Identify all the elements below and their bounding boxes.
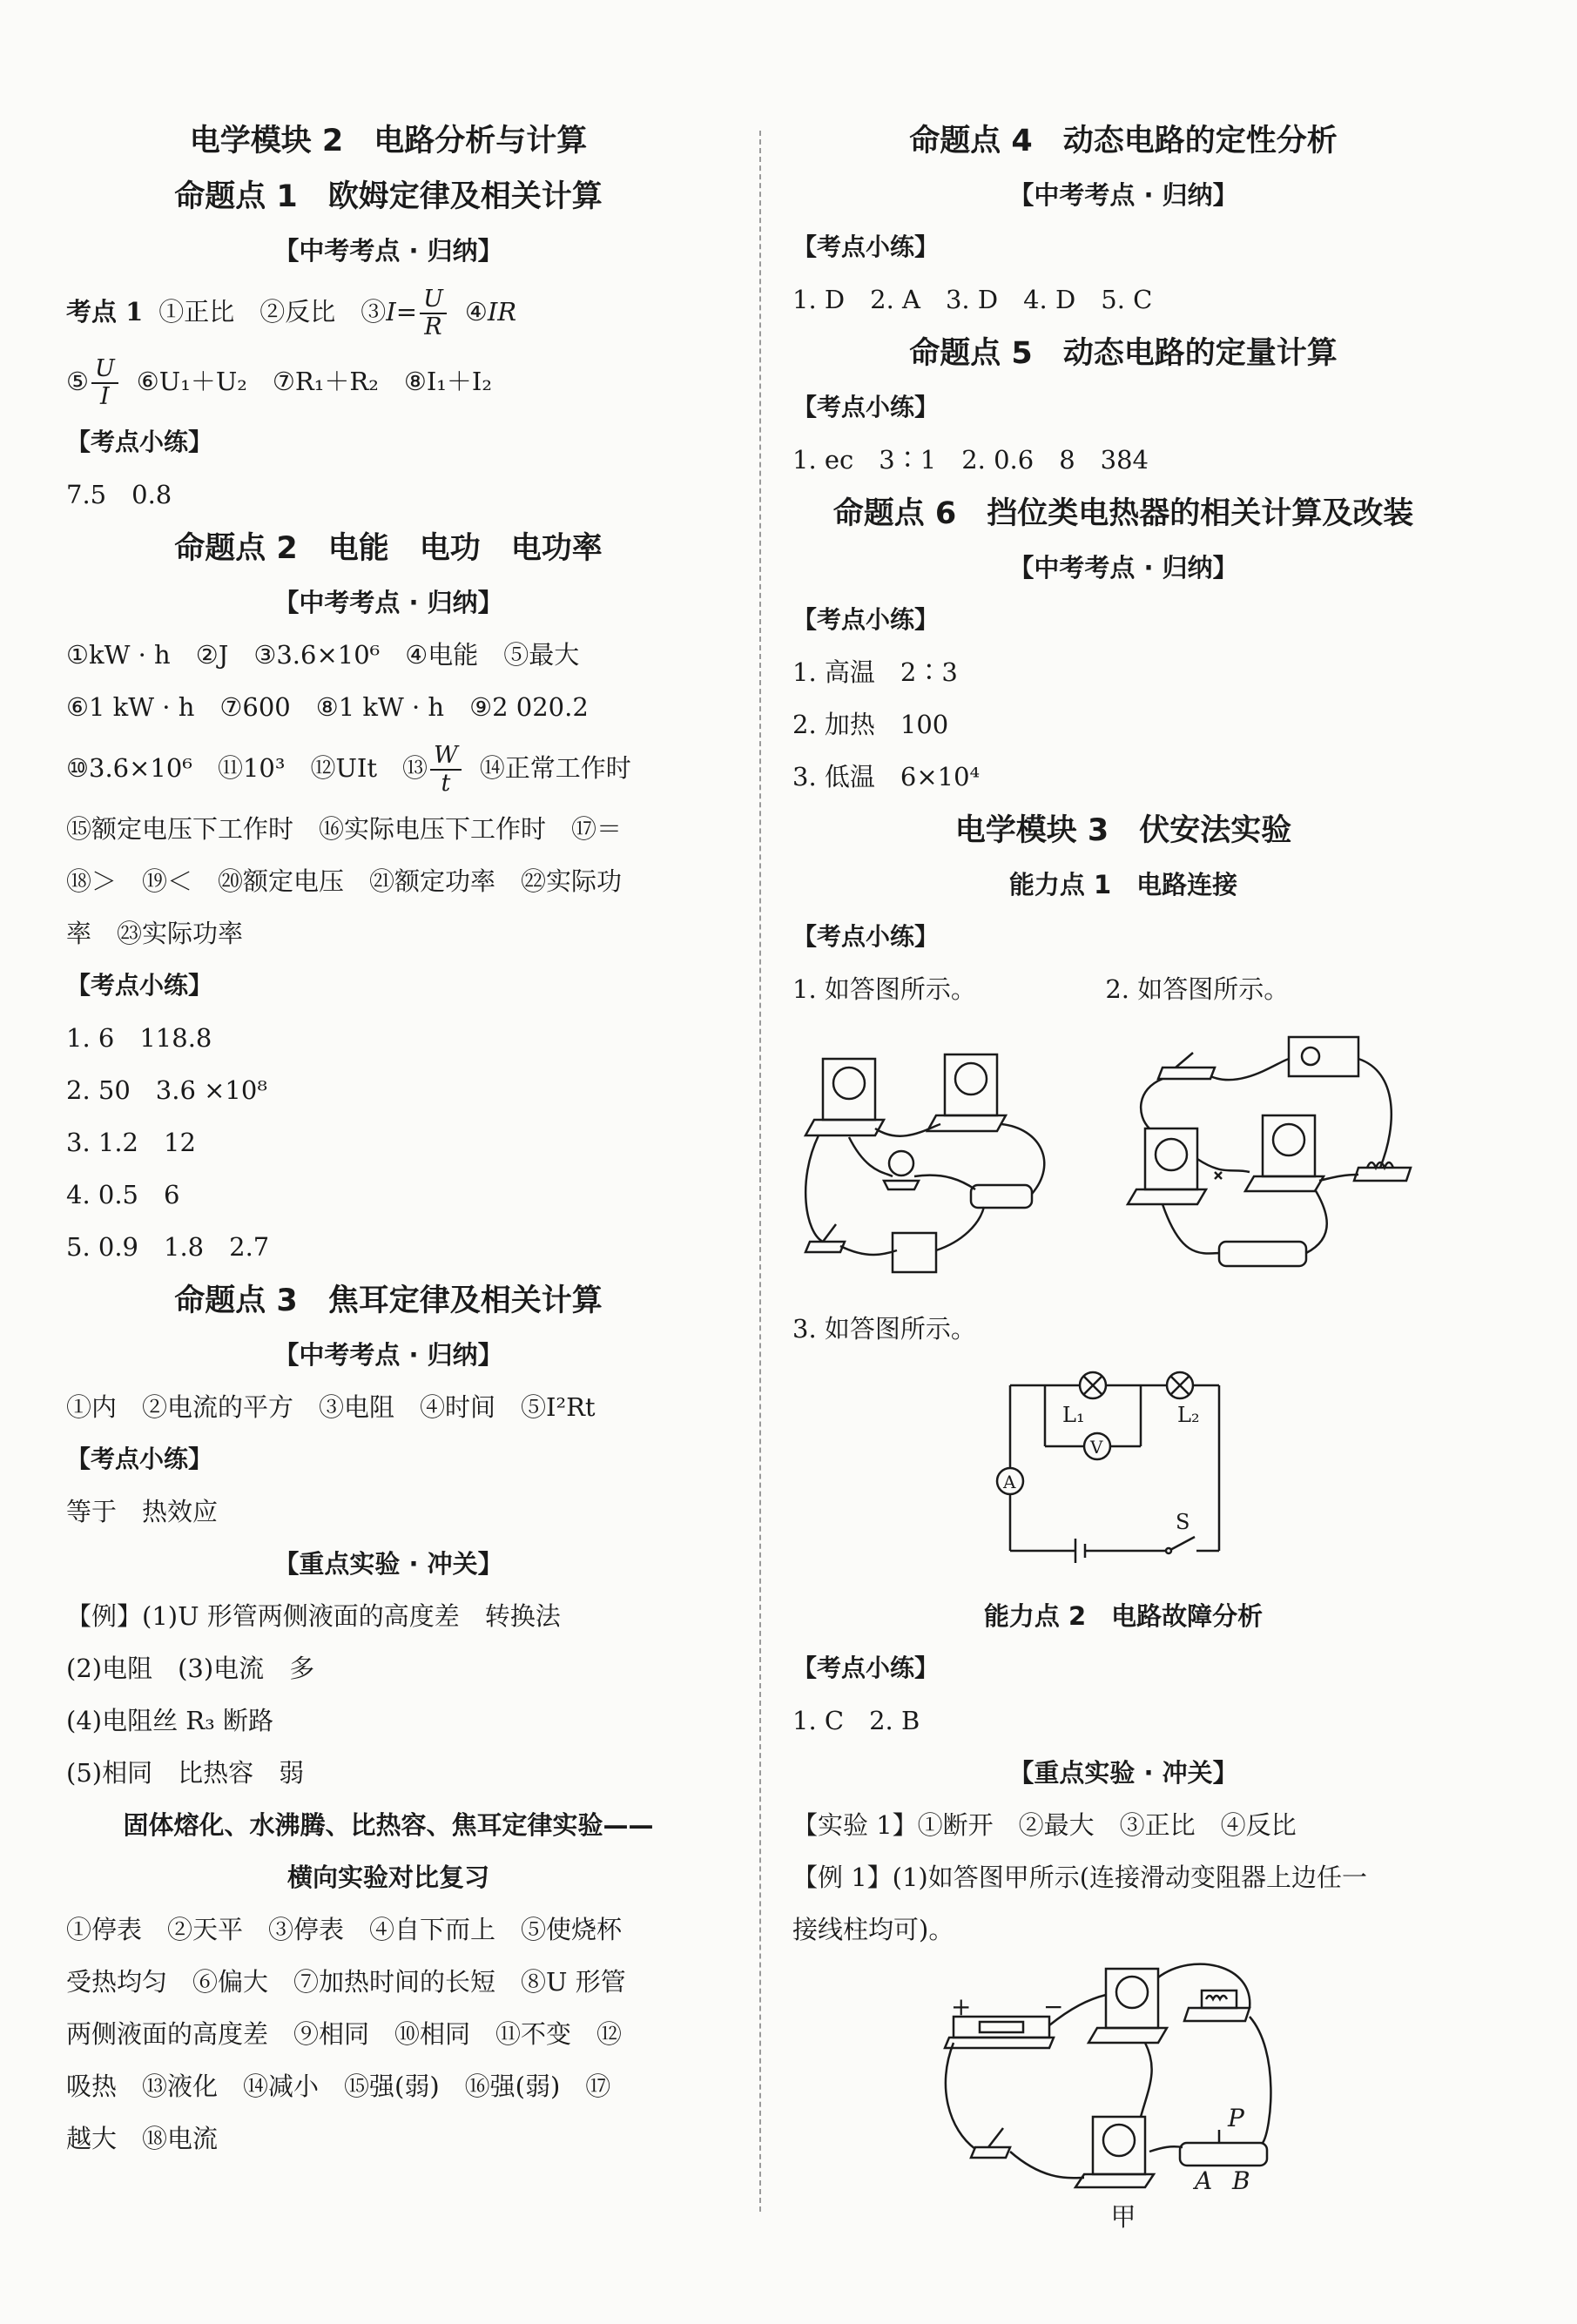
p1-kd1-a: ①正比 ②反比 ③ (158, 297, 387, 327)
cmp-line5: 越大 ⑱电流 (66, 2124, 219, 2153)
p1-prac-tag: 【考点小练】 (66, 428, 213, 456)
ab1-prac-tag: 【考点小练】 (792, 922, 940, 951)
p2-ans-1: 1. 6 118.8 (66, 1023, 212, 1053)
resistance-fraction-num: U (91, 356, 118, 384)
ab1-q2: 2. 如答图所示。 (1105, 974, 1290, 1004)
ex1-line2: 接线柱均可)。 (792, 1915, 954, 1944)
p2-line5: ⑱＞ ⑲＜ ⑳额定电压 ㉑额定功率 ㉒实际功 (66, 866, 623, 896)
module2-title: 电学模块 2 电路分析与计算 (189, 124, 588, 158)
p3-prac-ans: 等于 热效应 (66, 1497, 219, 1526)
p1-kd1-IR: IR (487, 297, 517, 327)
fig-jia-A: A (1195, 2166, 1213, 2195)
column-divider (759, 131, 761, 2212)
p1-kd1-d: ④ (464, 297, 488, 327)
ab1-q-row (792, 963, 1454, 1015)
exp-line3: (4)电阻丝 R₃ 断路 (66, 1706, 273, 1735)
right-column (792, 113, 1454, 2234)
label-L2: L₂ (1177, 1403, 1200, 1427)
resistance-fraction (91, 356, 118, 410)
circuit-figure-2 (1110, 1020, 1441, 1281)
fig-jia-P: P (1228, 2104, 1244, 2132)
p4-ans: 1. D 2. A 3. D 4. D 5. C (792, 285, 1153, 314)
circuit-figures-row (792, 1015, 1454, 1303)
p2-tag: 【中考考点 · 归纳】 (273, 588, 503, 617)
p2-line3-b: ⑭正常工作时 (479, 753, 631, 783)
exp-tag-right: 【重点实验 · 冲关】 (1008, 1758, 1238, 1788)
exp-tag-left: 【重点实验 · 冲关】 (273, 1549, 503, 1579)
ab2-title: 能力点 2 电路故障分析 (983, 1601, 1264, 1631)
p6-ans-3: 3. 低温 6×10⁴ (792, 762, 981, 792)
p6-ans-2: 2. 加热 100 (792, 710, 949, 739)
fig-jia-B: B (1232, 2166, 1250, 2195)
power-fraction-den: t (441, 770, 451, 797)
p1-prac-ans: 7.5 0.8 (66, 480, 172, 509)
p2-line3-a: ⑩3.6×10⁶ ⑪10³ ⑫UIt ⑬ (66, 753, 428, 783)
p1-kd1-line (66, 277, 711, 347)
ohm-fraction (420, 286, 447, 340)
p3-line1: ①内 ②电流的平方 ③电阻 ④时间 ⑤I²Rt (66, 1392, 596, 1422)
p1-kd1-e: ⑤ (66, 367, 89, 396)
p4-prac-tag: 【考点小练】 (792, 232, 940, 261)
exp-line2: (2)电阻 (3)电流 多 (66, 1654, 315, 1683)
cmp-line4: 吸热 ⑬液化 ⑭减小 ⑮强(弱) ⑯强(弱) ⑰ (66, 2071, 611, 2101)
exp-line4: (5)相同 比热容 弱 (66, 1758, 305, 1788)
p2-prac-tag: 【考点小练】 (66, 971, 213, 1000)
p6-title: 命题点 6 挡位类电热器的相关计算及改装 (832, 496, 1414, 531)
label-A: A (1003, 1472, 1016, 1492)
ohm-fraction-num: U (420, 286, 447, 314)
p6-tag: 【中考考点 · 归纳】 (1008, 553, 1238, 583)
ab1-title: 能力点 1 电路连接 (1008, 870, 1238, 899)
ab2-prac-tag: 【考点小练】 (792, 1654, 940, 1682)
p3-title: 命题点 3 焦耳定律及相关计算 (174, 1283, 603, 1318)
p3-tag: 【中考考点 · 归纳】 (273, 1340, 503, 1370)
p4-tag: 【中考考点 · 归纳】 (1008, 180, 1238, 210)
exp-line1: 【例】(1)U 形管两侧液面的高度差 转换法 (66, 1601, 561, 1631)
p2-title: 命题点 2 电能 电功 电功率 (174, 531, 603, 566)
p1-kd1-I: I (386, 297, 396, 327)
p2-line2: ⑥1 kW · h ⑦600 ⑧1 kW · h ⑨2 020.2 (66, 692, 589, 722)
p2-ans-5: 5. 0.9 1.8 2.7 (66, 1232, 270, 1262)
fig-jia-plus: + (951, 1992, 972, 2021)
p2-ans-3: 3. 1.2 12 (66, 1128, 196, 1157)
p2-ans-4: 4. 0.5 6 (66, 1180, 180, 1209)
p3-prac-tag: 【考点小练】 (66, 1445, 213, 1473)
p2-ans-2: 2. 50 3.6 ×10⁸ (66, 1075, 267, 1105)
label-L1: L₁ (1062, 1403, 1085, 1427)
p1-kd1-label: 考点 1 (66, 297, 144, 327)
ab1-q1: 1. 如答图所示。 (792, 974, 976, 1004)
resistance-fraction-den: I (100, 383, 110, 410)
ab1-q3: 3. 如答图所示。 (792, 1314, 976, 1344)
p2-line6: 率 ㉓实际功率 (66, 919, 244, 948)
cmp-title1: 固体熔化、水沸腾、比热容、焦耳定律实验—— (123, 1810, 654, 1840)
p2-line1: ①kW · h ②J ③3.6×10⁶ ④电能 ⑤最大 (66, 640, 580, 670)
schematic-circuit (993, 1359, 1280, 1577)
figure-jia-circuit (940, 1956, 1306, 2199)
figure-jia (792, 1956, 1454, 2234)
ex1-line1: 【例 1】(1)如答图甲所示(连接滑动变阻器上边任一 (792, 1863, 1368, 1892)
left-column (66, 113, 711, 2165)
exp1-line: 【实验 1】①断开 ②最大 ③正比 ④反比 (792, 1810, 1297, 1840)
ab2-ans: 1. C 2. B (792, 1706, 920, 1735)
figure-jia-caption: 甲 (1110, 2202, 1136, 2232)
p6-ans-1: 1. 高温 2∶3 (792, 657, 958, 687)
p1-kd1-eq: = (395, 297, 418, 327)
fig-jia-minus: − (1043, 1992, 1064, 2021)
p5-ans: 1. ec 3∶1 2. 0.6 8 384 (792, 445, 1149, 475)
cmp-line2: 受热均匀 ⑥偏大 ⑦加热时间的长短 ⑧U 形管 (66, 1967, 626, 1997)
p1-kd1-rest: ⑥U₁＋U₂ ⑦R₁＋R₂ ⑧I₁＋I₂ (136, 367, 492, 396)
schematic-figure (792, 1355, 1454, 1590)
p5-title: 命题点 5 动态电路的定量计算 (909, 336, 1338, 371)
p5-prac-tag: 【考点小练】 (792, 393, 940, 421)
module3-title: 电学模块 3 伏安法实验 (954, 813, 1292, 848)
p4-title: 命题点 4 动态电路的定性分析 (909, 124, 1338, 158)
p6-prac-tag: 【考点小练】 (792, 605, 940, 634)
label-S: S (1176, 1510, 1190, 1534)
p2-line4: ⑮额定电压下工作时 ⑯实际电压下工作时 ⑰＝ (66, 814, 623, 844)
p1-tag: 【中考考点 · 归纳】 (273, 236, 503, 266)
p2-line3 (66, 733, 711, 803)
cmp-line1: ①停表 ②天平 ③停表 ④自下而上 ⑤使烧杯 (66, 1915, 623, 1944)
power-fraction (430, 743, 462, 797)
ohm-fraction-den: R (424, 313, 442, 340)
circuit-figure-1 (797, 1033, 1084, 1294)
p1-kd1-line2 (66, 347, 711, 416)
cmp-line3: 两侧液面的高度差 ⑨相同 ⑩相同 ⑪不变 ⑫ (66, 2019, 623, 2049)
label-V: V (1090, 1437, 1103, 1458)
cmp-title2: 横向实验对比复习 (286, 1863, 489, 1892)
power-fraction-num: W (430, 743, 462, 771)
p1-title: 命题点 1 欧姆定律及相关计算 (174, 179, 603, 214)
